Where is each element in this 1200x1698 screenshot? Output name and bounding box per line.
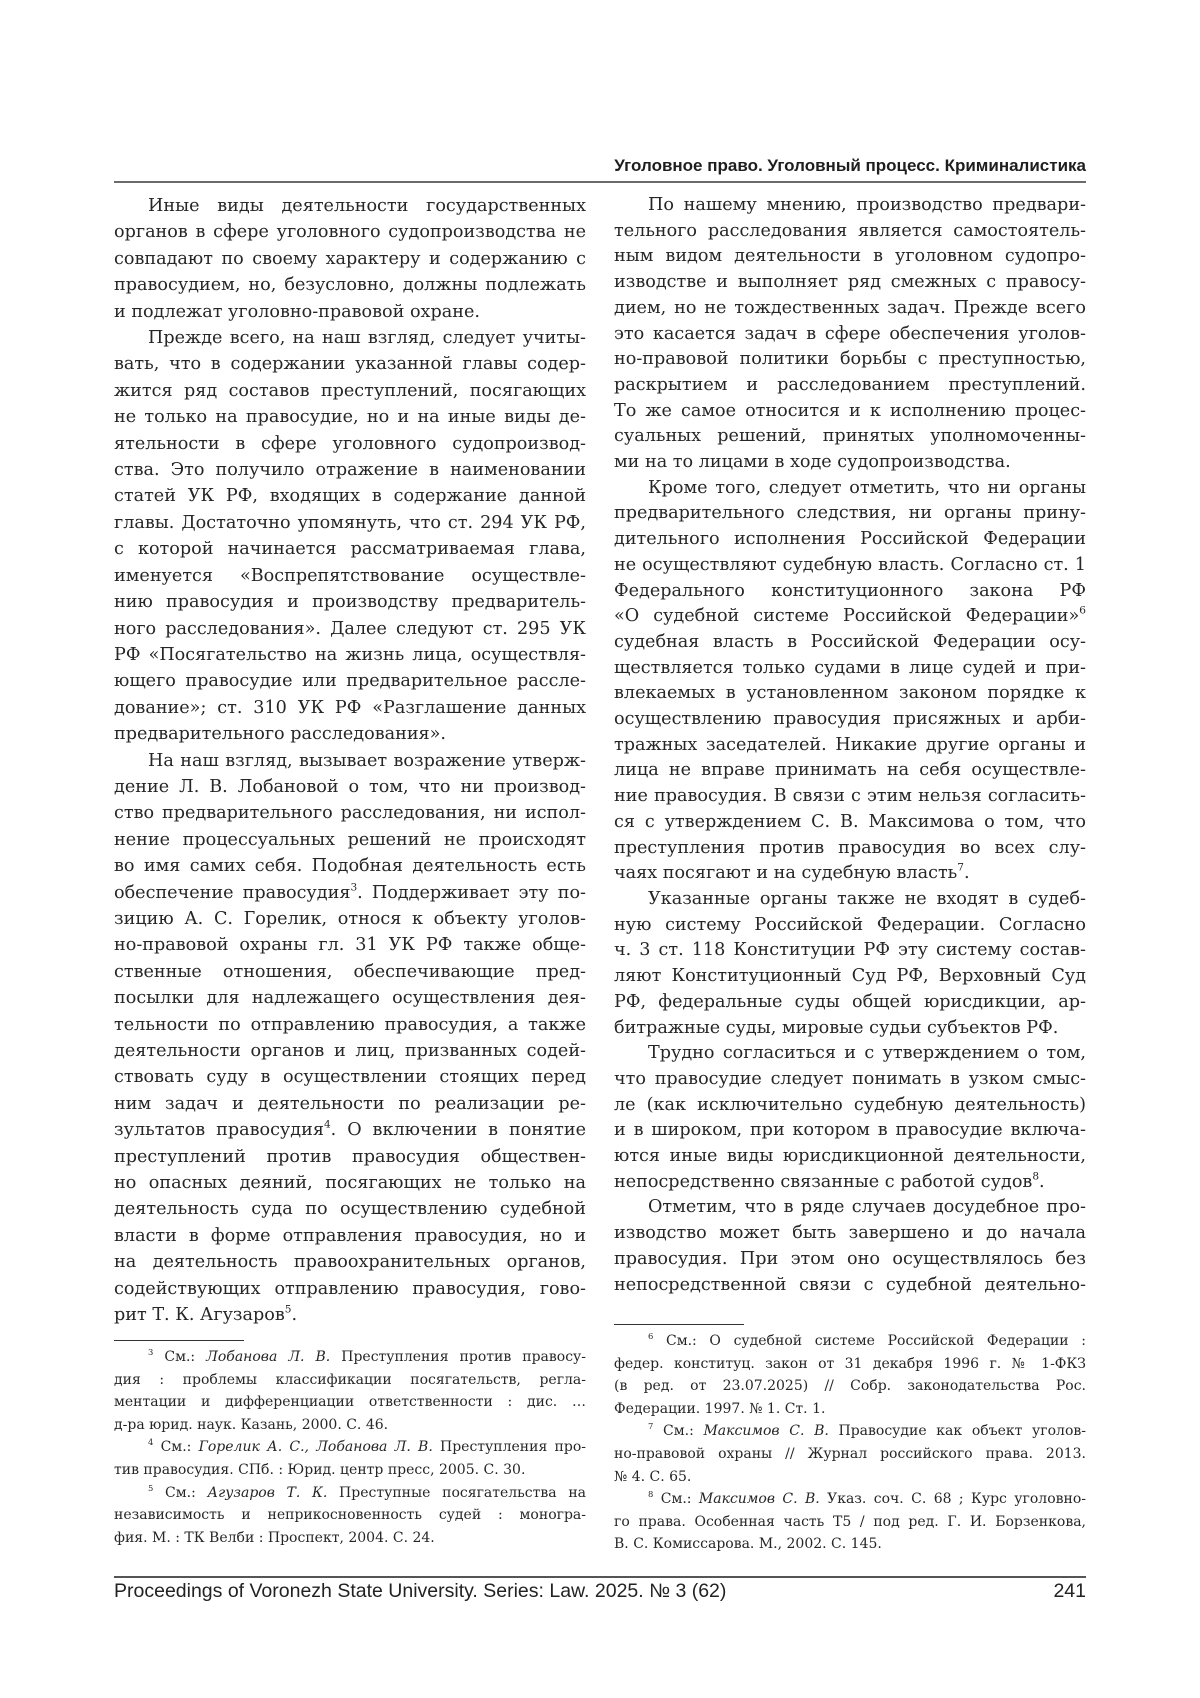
text-line: По нашему мнению, производство предвари- <box>648 195 1086 215</box>
text-line: ного расследования». Далее следуют ст. 295 УК <box>114 618 586 639</box>
footnote <box>114 1436 586 1481</box>
text-line: деятельность суда по осуществлению судебной <box>114 1199 586 1220</box>
footnote-line: фия. М. : ТК Велби : Проспект, 2004. С. 24. <box>114 1529 435 1546</box>
footnote-line: д-ра юрид. наук. Казань, 2000. С. 46. <box>114 1416 389 1433</box>
footnote <box>614 1488 1086 1556</box>
text-line: ются иные виды юрисдикционной деятельности, <box>614 1146 1086 1167</box>
text-line: ч. 3 ст. 118 Конституции РФ эту систему состав- <box>614 940 1086 961</box>
footnote-line: дия : проблемы классификации посягательств, регла- <box>114 1371 586 1388</box>
footnote-reference[interactable]: 8 <box>1032 1170 1040 1183</box>
text-line: на деятельность правоохранительных органов, <box>114 1252 586 1273</box>
text-line: изводстве и выполняет ряд смежных с правосу- <box>614 272 1086 293</box>
footnote <box>614 1330 1086 1420</box>
paragraph <box>614 1041 1086 1195</box>
paragraph <box>114 748 586 1329</box>
text-line: На наш взгляд, вызывает возражение утверж- <box>148 750 586 771</box>
text-line: тельности по отправлению правосудия, а также <box>114 1014 586 1035</box>
text-line: осуществлению правосудия присяжных и арби- <box>614 709 1086 730</box>
text-line: тельного расследования является самостоятель- <box>614 220 1086 241</box>
text-line: не только на правосудие, но и на иные виды де- <box>114 407 586 428</box>
footnote-line: $^5$ См.: Агузаров Т. К. Преступные посягательства на <box>148 1482 586 1501</box>
text-line: ся с утверждением С. В. Максимова о том, что <box>614 811 1086 832</box>
footnote-reference[interactable]: 7 <box>648 1421 654 1432</box>
text-line: РФ, федеральные суды общей юрисдикции, ар- <box>614 991 1086 1012</box>
text-line: судебная власть в Российской Федерации осу- <box>614 631 1086 652</box>
footnote-line: Федерации. 1997. № 1. Ст. 1. <box>614 1400 826 1417</box>
left-footnotes <box>114 1346 586 1549</box>
footnote <box>614 1420 1086 1488</box>
right-footnotes <box>614 1330 1086 1556</box>
text-line: ства. Это получило отражение в наименовании <box>114 460 586 481</box>
footnote-reference[interactable]: 3 <box>350 881 358 894</box>
text-line: ным видом деятельности в уголовном судопро- <box>614 246 1086 267</box>
text-line: зультатов правосудия$^4$. О включении в понятие <box>114 1118 586 1141</box>
text-line: ятельности в сфере уголовного судопроизвод- <box>114 433 586 454</box>
cited-author: Максимов С. В. <box>703 1423 829 1440</box>
text-line: статей УК РФ, входящих в содержание данной <box>114 486 586 507</box>
text-line: власти в форме отправления правосудия, но и <box>114 1225 586 1246</box>
text-line: но опасных деяний, посягающих не только на <box>114 1173 586 1194</box>
text-line: раскрытием и расследованием преступлений. <box>614 374 1086 395</box>
text-line: нию правосудия и производству предваритель- <box>114 592 586 613</box>
footnote-line: $^7$ См.: Максимов С. В. Правосудие как объект уголов- <box>648 1421 1086 1440</box>
text-line: именуется «Воспрепятствование осуществле- <box>114 565 586 586</box>
text-line: ство предварительного расследования, ни испол- <box>114 803 586 824</box>
text-line: То же самое относится и к исполнению процес- <box>614 400 1086 421</box>
footnote-reference[interactable]: 7 <box>957 861 964 874</box>
paragraph <box>614 1195 1086 1298</box>
footnote-reference[interactable]: 8 <box>648 1489 654 1500</box>
header-divider <box>114 181 1086 183</box>
footnote-line: тив правосудия. СПб. : Юрид. центр пресс, 2005. С. 30. <box>114 1461 526 1478</box>
text-line: непосредственно связанные с работой судов$^8$. <box>614 1170 1045 1192</box>
text-line: ющего правосудие или предварительное рассле- <box>114 671 586 692</box>
text-line: суальных решений, принятых уполномоченны- <box>614 426 1086 447</box>
text-line: Отметим, что в ряде случаев досудебное про- <box>648 1197 1086 1218</box>
text-line: обеспечение правосудия$^3$. Поддерживает эту по- <box>114 881 586 903</box>
paragraph <box>114 193 586 325</box>
text-line: но-правовой охраны гл. 31 УК РФ также обще- <box>114 935 586 956</box>
left-column-body <box>114 193 586 1328</box>
footnote-line: го права. Особенная часть Т5 / под ред. Г. И. Борзенкова, <box>614 1513 1086 1530</box>
page-number: 241 <box>1053 1580 1086 1602</box>
footnote-line: независимость и неприкосновенность судей : моногра- <box>114 1507 586 1524</box>
footnote-reference[interactable]: 5 <box>284 1303 292 1316</box>
text-line: рит Т. К. Агузаров$^5$. <box>114 1303 298 1326</box>
text-line: но-правовой политики борьбы с преступностью, <box>614 349 1086 370</box>
paragraph <box>614 193 1086 476</box>
text-line: дение Л. В. Лобановой о том, что ни производ- <box>114 776 586 797</box>
text-line: вать, что в содержании указанной главы содер- <box>114 354 586 375</box>
text-line: органов в сфере уголовного судопроизводства не <box>114 222 586 243</box>
text-line: ние правосудия. В связи с этим нельзя согласить- <box>614 786 1086 807</box>
text-line: что правосудие следует понимать в узком смыс- <box>614 1068 1086 1089</box>
footnote <box>114 1482 586 1550</box>
text-line: правосудием, но, безусловно, должны подлежать <box>114 275 586 296</box>
text-line: ществляется только судами в лице судей и при- <box>614 657 1086 678</box>
text-line: дием, но не тождественных задач. Прежде всего <box>614 297 1086 318</box>
text-line: ле (как исключительно судебную деятельность) <box>614 1094 1086 1115</box>
text-line: не осуществляют судебную власть. Согласно ст. 1 <box>614 554 1086 575</box>
footnote-reference[interactable]: 3 <box>148 1347 154 1358</box>
footnote-reference[interactable]: 4 <box>148 1437 154 1448</box>
right-footnote-divider <box>614 1324 744 1325</box>
text-line: преступлений против правосудия обществен- <box>114 1146 586 1167</box>
footnote-reference[interactable]: 6 <box>648 1331 654 1342</box>
text-line: Иные виды деятельности государственных <box>148 196 586 216</box>
footnote-line: $^8$ См.: Максимов С. В. Указ. соч. С. 68 ; Курс уголовно- <box>648 1489 1086 1508</box>
text-line: «О судебной системе Российской Федерации»$^6$ <box>614 604 1086 627</box>
footnote-line: № 4. С. 65. <box>614 1468 692 1485</box>
footnote-reference[interactable]: 6 <box>1079 604 1086 617</box>
cited-author: Лобанова Л. В. <box>206 1349 331 1365</box>
text-line: влекаемых в установленном законом порядке к <box>614 683 1086 704</box>
footnote-line: но-правовой охраны // Журнал российского права. 2013. <box>614 1445 1086 1462</box>
text-line: Кроме того, следует отметить, что ни органы <box>648 477 1086 498</box>
text-line: ную систему Российской Федерации. Согласно <box>614 914 1086 935</box>
text-line: Федерального конституционного закона РФ <box>614 580 1086 601</box>
text-line: ляют Конституционный Суд РФ, Верховный Суд <box>614 966 1086 987</box>
text-line: с которой начинается рассматриваемая глава, <box>114 539 586 560</box>
text-line: нение процессуальных решений не происходят <box>114 829 586 850</box>
text-line: посылки для надлежащего осуществления дея- <box>114 988 586 1009</box>
text-line: зицию А. С. Горелик, относя к объекту уголов- <box>114 908 586 929</box>
text-line: это касается задач в сфере обеспечения уголов- <box>614 323 1086 344</box>
text-line: Прежде всего, на наш взгляд, следует учиты- <box>148 328 586 349</box>
text-line: чаях посягают и на судебную власть$^7$. <box>614 861 970 884</box>
footnote-line: В. С. Комиссарова. М., 2002. С. 145. <box>614 1536 882 1553</box>
footnote-line: $^6$ См.: О судебной системе Российской Федерации : <box>648 1331 1086 1349</box>
text-line: правосудия. При этом оно осуществлялось без <box>614 1248 1086 1269</box>
text-line: во имя самих себя. Подобная деятельность есть <box>114 856 586 877</box>
text-line: Трудно согласиться и с утверждением о том, <box>648 1043 1086 1064</box>
footnote-line: $^4$ См.: Горелик А. С., Лобанова Л. В. Преступления про- <box>148 1437 586 1456</box>
text-line: РФ «Посягательство на жизнь лица, осуществля- <box>114 644 586 665</box>
footnote-reference[interactable]: 4 <box>323 1118 331 1131</box>
text-line: изводство может быть завершено и до начала <box>614 1223 1086 1244</box>
text-line: и подлежат уголовно-правовой охране. <box>114 301 480 322</box>
text-line: дительного исполнения Российской Федерации <box>614 529 1086 550</box>
footnote-line: федер. конституц. закон от 31 декабря 1996 г. № 1-ФКЗ <box>614 1355 1086 1372</box>
cited-author: Максимов С. В. <box>698 1491 820 1508</box>
paragraph <box>614 476 1086 887</box>
text-line: жится ряд составов преступлений, посягающих <box>114 380 586 401</box>
footer-divider <box>114 1576 1086 1578</box>
text-line: ми на то лицами в ходе судопроизводства. <box>614 452 1011 473</box>
footer-journal-title: Proceedings of Voronezh State University. Series: Law. 2025. № 3 (62) <box>114 1580 727 1602</box>
left-footnote-divider <box>114 1340 244 1341</box>
footnote-line: $^3$ См.: Лобанова Л. В. Преступления против правосу- <box>148 1347 586 1365</box>
text-line: битражные суды, мировые судьи субъектов РФ. <box>614 1017 1059 1038</box>
text-line: дование»; ст. 310 УК РФ «Разглашение данных <box>114 697 586 718</box>
text-line: предварительного расследования». <box>114 724 447 745</box>
text-line: содействующих отправлению правосудия, гово- <box>114 1278 586 1299</box>
footnote <box>114 1346 586 1436</box>
text-line: ствовать суду в осуществлении стоящих перед <box>114 1067 586 1088</box>
text-line: деятельности органов и лиц, призванных содей- <box>114 1041 586 1061</box>
footnote-reference[interactable]: 5 <box>148 1482 154 1493</box>
paragraph <box>614 887 1086 1041</box>
text-line: преступления против правосудия во всех слу- <box>614 837 1086 858</box>
text-line: Указанные органы также не входят в судеб- <box>648 888 1086 909</box>
right-column-body <box>614 193 1086 1298</box>
footnote-line: (в ред. от 23.07.2025) // Собр. законодательства Рос. <box>614 1378 1086 1395</box>
text-line: ним задач и деятельности по реализации ре- <box>114 1093 586 1114</box>
paragraph <box>114 325 586 748</box>
cited-author: Горелик А. С., Лобанова Л. В. <box>198 1439 433 1456</box>
text-line: непосредственной связи с судебной деятельно- <box>614 1274 1086 1295</box>
running-head-section-title: Уголовное право. Уголовный процесс. Криминалистика <box>614 156 1086 175</box>
text-line: и в широком, при котором в правосудие включа- <box>614 1120 1086 1141</box>
text-line: совпадают по своему характеру и содержанию с <box>114 248 586 269</box>
footnote-line: ментации и дифференциации ответственности : дис. … <box>114 1394 586 1411</box>
cited-author: Агузаров Т. К. <box>207 1484 328 1501</box>
text-line: лица не вправе принимать на себя осуществле- <box>614 760 1086 781</box>
text-line: ственные отношения, обеспечивающие пред- <box>114 961 586 982</box>
text-line: предварительного следствия, ни органы прину- <box>614 503 1086 524</box>
text-line: главы. Достаточно упомянуть, что ст. 294 УК РФ, <box>114 512 586 533</box>
text-line: тражных заседателей. Никакие другие органы и <box>614 734 1086 755</box>
